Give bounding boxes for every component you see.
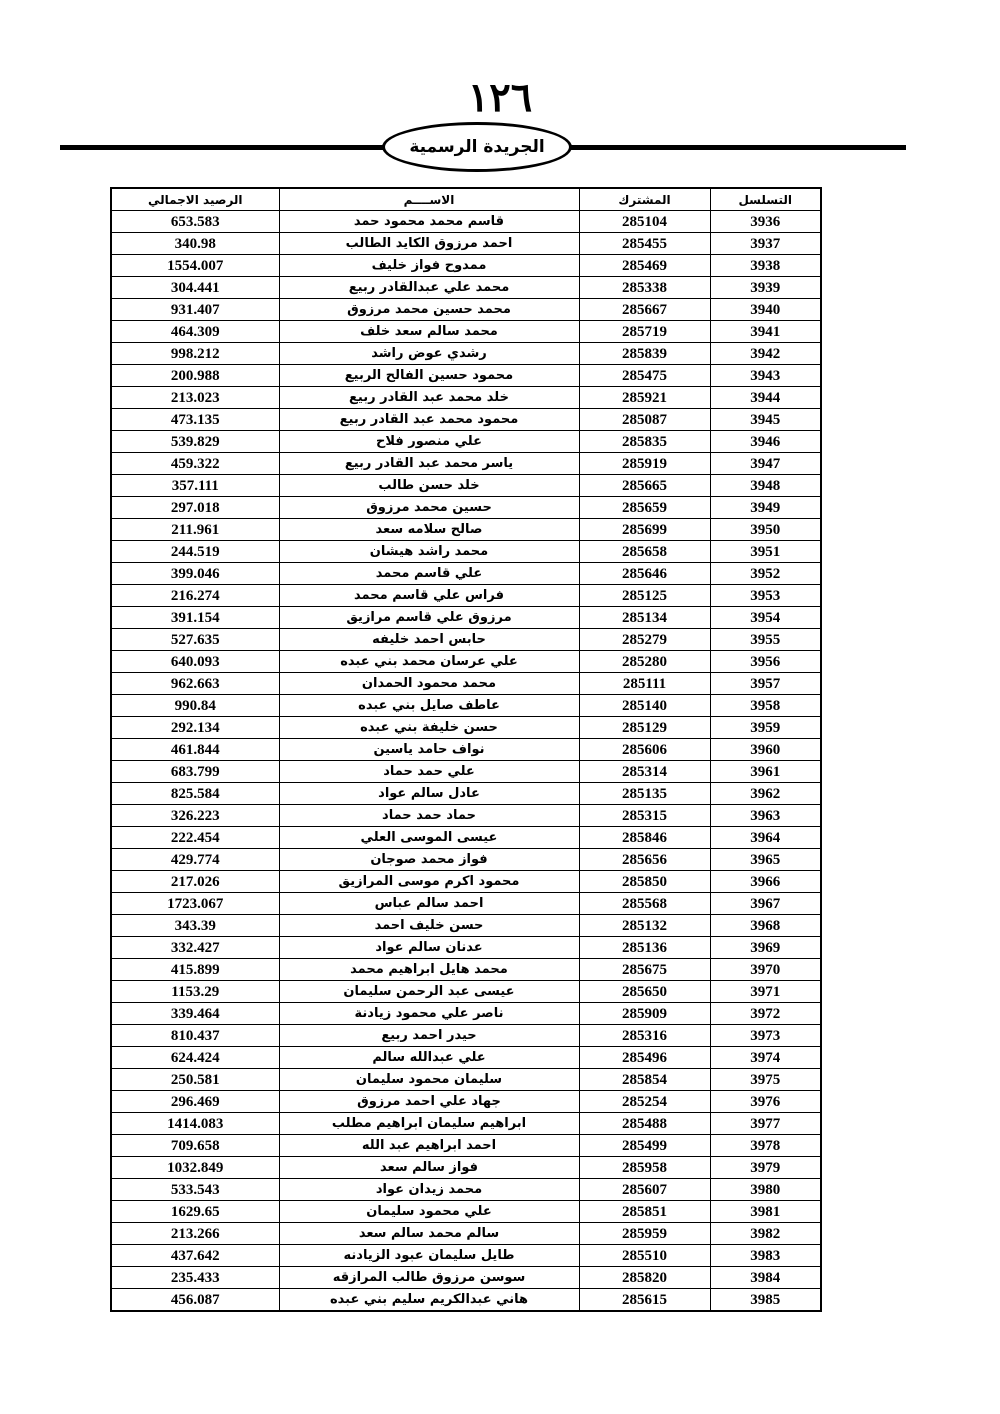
serial-cell: 3960 [710, 739, 821, 761]
subscriber-cell: 285959 [579, 1223, 710, 1245]
name-cell: علي قاسم محمد [279, 563, 579, 585]
table-row [111, 1091, 821, 1113]
name-cell: فراس علي قاسم محمد [279, 585, 579, 607]
serial-cell: 3946 [710, 431, 821, 453]
serial-cell: 3968 [710, 915, 821, 937]
table-row [111, 607, 821, 629]
subscriber-cell: 285854 [579, 1069, 710, 1091]
serial-cell: 3942 [710, 343, 821, 365]
serial-cell: 3961 [710, 761, 821, 783]
balance-cell: 810.437 [111, 1025, 279, 1047]
serial-cell: 3949 [710, 497, 821, 519]
subscriber-cell: 285279 [579, 629, 710, 651]
name-cell: عادل سالم عواد [279, 783, 579, 805]
balance-cell: 461.844 [111, 739, 279, 761]
balance-cell: 683.799 [111, 761, 279, 783]
name-cell: مرزوق علي قاسم مرازيق [279, 607, 579, 629]
table-row [111, 1069, 821, 1091]
balance-cell: 1723.067 [111, 893, 279, 915]
balance-cell: 464.309 [111, 321, 279, 343]
name-cell: علي منصور فلاح [279, 431, 579, 453]
subscriber-cell: 285129 [579, 717, 710, 739]
table-row [111, 431, 821, 453]
table-row [111, 695, 821, 717]
subscriber-cell: 285475 [579, 365, 710, 387]
serial-cell: 3967 [710, 893, 821, 915]
subscriber-cell: 285921 [579, 387, 710, 409]
name-cell: ناصر علي محمود زيادنة [279, 1003, 579, 1025]
subscriber-cell: 285658 [579, 541, 710, 563]
balance-cell: 456.087 [111, 1289, 279, 1312]
table-row [111, 211, 821, 233]
table-row [111, 233, 821, 255]
gazette-title-oval [382, 122, 572, 172]
table-row [111, 1267, 821, 1289]
subscriber-cell: 285469 [579, 255, 710, 277]
serial-cell: 3954 [710, 607, 821, 629]
balance-cell: 200.988 [111, 365, 279, 387]
table-row [111, 299, 821, 321]
subscriber-cell: 285606 [579, 739, 710, 761]
serial-cell: 3964 [710, 827, 821, 849]
table-row [111, 1003, 821, 1025]
table-row [111, 321, 821, 343]
name-cell: عاطف صايل بني عبده [279, 695, 579, 717]
serial-cell: 3985 [710, 1289, 821, 1312]
serial-cell: 3981 [710, 1201, 821, 1223]
table-row [111, 1047, 821, 1069]
name-cell: حيدر احمد ربيع [279, 1025, 579, 1047]
name-cell: علي حمد حماد [279, 761, 579, 783]
subscriber-cell: 285667 [579, 299, 710, 321]
serial-cell: 3977 [710, 1113, 821, 1135]
table-row [111, 519, 821, 541]
table-row [111, 277, 821, 299]
subscriber-cell: 285656 [579, 849, 710, 871]
serial-cell: 3959 [710, 717, 821, 739]
table-row [111, 915, 821, 937]
name-cell: محمود حسين الفالح الربيع [279, 365, 579, 387]
subscriber-cell: 285846 [579, 827, 710, 849]
serial-cell: 3948 [710, 475, 821, 497]
name-cell: قاسم محمد محمود حمد [279, 211, 579, 233]
table-row [111, 981, 821, 1003]
balance-cell: 1032.849 [111, 1157, 279, 1179]
name-cell: محمد هايل ابراهيم محمد [279, 959, 579, 981]
subscriber-cell: 285646 [579, 563, 710, 585]
name-cell: عدنان سالم عواد [279, 937, 579, 959]
name-cell: محمد سالم سعد خلف [279, 321, 579, 343]
table-row [111, 453, 821, 475]
balance-cell: 998.212 [111, 343, 279, 365]
serial-cell: 3950 [710, 519, 821, 541]
subscribers-table [110, 187, 822, 1312]
subscriber-cell: 285315 [579, 805, 710, 827]
balance-cell: 527.635 [111, 629, 279, 651]
balance-cell: 343.39 [111, 915, 279, 937]
serial-cell: 3943 [710, 365, 821, 387]
name-cell: عيسى عبد الرحمن سليمان [279, 981, 579, 1003]
name-cell: محمد زيدان عواد [279, 1179, 579, 1201]
serial-cell: 3983 [710, 1245, 821, 1267]
table-row [111, 959, 821, 981]
name-cell: حابس احمد خليفه [279, 629, 579, 651]
balance-cell: 244.519 [111, 541, 279, 563]
name-cell: ممدوح فواز خليف [279, 255, 579, 277]
name-cell: محمود محمد عبد القادر ربيع [279, 409, 579, 431]
name-cell: حماد حمد حماد [279, 805, 579, 827]
page-number: ١٢٦ [467, 74, 533, 121]
table-row [111, 871, 821, 893]
balance-cell: 297.018 [111, 497, 279, 519]
name-cell: سوسن مرزوق طالب المرازقه [279, 1267, 579, 1289]
column-header-serial: التسلسل [710, 188, 821, 211]
table-row [111, 739, 821, 761]
balance-cell: 459.322 [111, 453, 279, 475]
serial-cell: 3941 [710, 321, 821, 343]
table-row [111, 629, 821, 651]
name-cell: حسن خليف احمد [279, 915, 579, 937]
balance-cell: 213.266 [111, 1223, 279, 1245]
serial-cell: 3979 [710, 1157, 821, 1179]
balance-cell: 250.581 [111, 1069, 279, 1091]
serial-cell: 3951 [710, 541, 821, 563]
balance-cell: 340.98 [111, 233, 279, 255]
serial-cell: 3953 [710, 585, 821, 607]
table-row [111, 849, 821, 871]
serial-cell: 3962 [710, 783, 821, 805]
column-header-name: الاســــم [279, 188, 579, 211]
serial-cell: 3957 [710, 673, 821, 695]
subscriber-cell: 285136 [579, 937, 710, 959]
table-row [111, 1245, 821, 1267]
table-row [111, 827, 821, 849]
balance-cell: 1629.65 [111, 1201, 279, 1223]
gazette-title: الجريدة الرسمية [409, 137, 545, 157]
name-cell: علي عبدالله سالم [279, 1047, 579, 1069]
subscriber-cell: 285719 [579, 321, 710, 343]
serial-cell: 3971 [710, 981, 821, 1003]
subscriber-cell: 285125 [579, 585, 710, 607]
serial-cell: 3963 [710, 805, 821, 827]
serial-cell: 3955 [710, 629, 821, 651]
subscriber-cell: 285134 [579, 607, 710, 629]
subscriber-cell: 285488 [579, 1113, 710, 1135]
name-cell: خلد محمد عبد القادر ربيع [279, 387, 579, 409]
subscriber-cell: 285665 [579, 475, 710, 497]
balance-cell: 473.135 [111, 409, 279, 431]
subscriber-cell: 285254 [579, 1091, 710, 1113]
serial-cell: 3944 [710, 387, 821, 409]
balance-cell: 332.427 [111, 937, 279, 959]
serial-cell: 3980 [710, 1179, 821, 1201]
name-cell: ياسر محمد عبد القادر ربيع [279, 453, 579, 475]
serial-cell: 3973 [710, 1025, 821, 1047]
balance-cell: 931.407 [111, 299, 279, 321]
name-cell: حسن خليفة بني عبده [279, 717, 579, 739]
table-row [111, 673, 821, 695]
table-row [111, 365, 821, 387]
balance-cell: 391.154 [111, 607, 279, 629]
table-row [111, 1179, 821, 1201]
balance-cell: 709.658 [111, 1135, 279, 1157]
serial-cell: 3939 [710, 277, 821, 299]
name-cell: محمد محمود الحمدان [279, 673, 579, 695]
table-row [111, 1289, 821, 1312]
balance-cell: 213.023 [111, 387, 279, 409]
subscriber-cell: 285455 [579, 233, 710, 255]
balance-cell: 339.464 [111, 1003, 279, 1025]
balance-cell: 292.134 [111, 717, 279, 739]
subscriber-cell: 285909 [579, 1003, 710, 1025]
serial-cell: 3984 [710, 1267, 821, 1289]
table-row [111, 761, 821, 783]
serial-cell: 3975 [710, 1069, 821, 1091]
table-row [111, 937, 821, 959]
table-row [111, 497, 821, 519]
subscriber-cell: 285568 [579, 893, 710, 915]
serial-cell: 3982 [710, 1223, 821, 1245]
name-cell: نواف حامد ياسين [279, 739, 579, 761]
subscriber-cell: 285699 [579, 519, 710, 541]
balance-cell: 222.454 [111, 827, 279, 849]
balance-cell: 216.274 [111, 585, 279, 607]
balance-cell: 235.433 [111, 1267, 279, 1289]
subscriber-cell: 285280 [579, 651, 710, 673]
subscriber-cell: 285958 [579, 1157, 710, 1179]
subscriber-cell: 285132 [579, 915, 710, 937]
table-row [111, 805, 821, 827]
subscriber-cell: 285650 [579, 981, 710, 1003]
subscriber-cell: 285820 [579, 1267, 710, 1289]
serial-cell: 3970 [710, 959, 821, 981]
balance-cell: 357.111 [111, 475, 279, 497]
subscriber-cell: 285087 [579, 409, 710, 431]
name-cell: محمود اكرم موسى المرازيق [279, 871, 579, 893]
table-row [111, 409, 821, 431]
table-row [111, 651, 821, 673]
table-row [111, 563, 821, 585]
serial-cell: 3966 [710, 871, 821, 893]
table-row [111, 343, 821, 365]
subscriber-cell: 285675 [579, 959, 710, 981]
name-cell: خلد حسن طالب [279, 475, 579, 497]
name-cell: محمد علي عبدالقادر ربيع [279, 277, 579, 299]
balance-cell: 1153.29 [111, 981, 279, 1003]
subscriber-cell: 285835 [579, 431, 710, 453]
subscriber-cell: 285499 [579, 1135, 710, 1157]
balance-cell: 415.899 [111, 959, 279, 981]
table-row [111, 893, 821, 915]
name-cell: احمد ابراهيم عبد الله [279, 1135, 579, 1157]
subscriber-cell: 285140 [579, 695, 710, 717]
balance-cell: 304.441 [111, 277, 279, 299]
serial-cell: 3937 [710, 233, 821, 255]
balance-cell: 326.223 [111, 805, 279, 827]
table-row [111, 1223, 821, 1245]
name-cell: رشدي عوض راشد [279, 343, 579, 365]
table-row [111, 1135, 821, 1157]
balance-cell: 533.543 [111, 1179, 279, 1201]
table-row [111, 475, 821, 497]
name-cell: احمد مرزوق الكايد الطالب [279, 233, 579, 255]
table-row [111, 387, 821, 409]
serial-cell: 3958 [710, 695, 821, 717]
name-cell: هاني عبدالكريم سليم بني عبده [279, 1289, 579, 1312]
subscriber-cell: 285615 [579, 1289, 710, 1312]
serial-cell: 3952 [710, 563, 821, 585]
name-cell: فواز سالم سعد [279, 1157, 579, 1179]
serial-cell: 3974 [710, 1047, 821, 1069]
subscriber-cell: 285659 [579, 497, 710, 519]
serial-cell: 3940 [710, 299, 821, 321]
balance-cell: 1414.083 [111, 1113, 279, 1135]
serial-cell: 3938 [710, 255, 821, 277]
name-cell: صالح سلامه سعد [279, 519, 579, 541]
subscriber-cell: 285316 [579, 1025, 710, 1047]
balance-cell: 296.469 [111, 1091, 279, 1113]
table-row [111, 783, 821, 805]
table-row [111, 1025, 821, 1047]
subscriber-cell: 285850 [579, 871, 710, 893]
table-body [111, 211, 821, 1312]
name-cell: عيسى الموسى العلي [279, 827, 579, 849]
name-cell: محمد راشد هيشان [279, 541, 579, 563]
balance-cell: 211.961 [111, 519, 279, 541]
balance-cell: 539.829 [111, 431, 279, 453]
serial-cell: 3945 [710, 409, 821, 431]
subscriber-cell: 285496 [579, 1047, 710, 1069]
subscriber-cell: 285104 [579, 211, 710, 233]
name-cell: سالم محمد سالم سعد [279, 1223, 579, 1245]
name-cell: محمد حسين محمد مرزوق [279, 299, 579, 321]
name-cell: سليمان محمود سليمان [279, 1069, 579, 1091]
balance-cell: 653.583 [111, 211, 279, 233]
name-cell: جهاد علي احمد مرزوق [279, 1091, 579, 1113]
subscriber-cell: 285851 [579, 1201, 710, 1223]
serial-cell: 3965 [710, 849, 821, 871]
name-cell: حسين محمد مرزوق [279, 497, 579, 519]
table-row [111, 255, 821, 277]
column-header-subscriber: المشترك [579, 188, 710, 211]
subscriber-cell: 285839 [579, 343, 710, 365]
subscriber-cell: 285919 [579, 453, 710, 475]
table-header-row [111, 188, 821, 211]
serial-cell: 3976 [710, 1091, 821, 1113]
balance-cell: 1554.007 [111, 255, 279, 277]
subscriber-cell: 285314 [579, 761, 710, 783]
balance-cell: 962.663 [111, 673, 279, 695]
balance-cell: 624.424 [111, 1047, 279, 1069]
balance-cell: 429.774 [111, 849, 279, 871]
table-row [111, 541, 821, 563]
table-row [111, 585, 821, 607]
table-row [111, 717, 821, 739]
subscriber-cell: 285111 [579, 673, 710, 695]
balance-cell: 437.642 [111, 1245, 279, 1267]
serial-cell: 3947 [710, 453, 821, 475]
name-cell: علي محمود سليمان [279, 1201, 579, 1223]
serial-cell: 3972 [710, 1003, 821, 1025]
subscriber-cell: 285338 [579, 277, 710, 299]
name-cell: ابراهيم سليمان ابراهيم مطلب [279, 1113, 579, 1135]
serial-cell: 3936 [710, 211, 821, 233]
serial-cell: 3969 [710, 937, 821, 959]
balance-cell: 990.84 [111, 695, 279, 717]
balance-cell: 640.093 [111, 651, 279, 673]
balance-cell: 217.026 [111, 871, 279, 893]
subscriber-cell: 285510 [579, 1245, 710, 1267]
balance-cell: 399.046 [111, 563, 279, 585]
serial-cell: 3956 [710, 651, 821, 673]
name-cell: علي عرسان محمد بني عبده [279, 651, 579, 673]
name-cell: احمد سالم عباس [279, 893, 579, 915]
balance-cell: 825.584 [111, 783, 279, 805]
table-row [111, 1201, 821, 1223]
table-row [111, 1157, 821, 1179]
subscriber-cell: 285135 [579, 783, 710, 805]
name-cell: طايل سليمان عبود الزيادنه [279, 1245, 579, 1267]
name-cell: فواز محمد صوجان [279, 849, 579, 871]
subscriber-cell: 285607 [579, 1179, 710, 1201]
serial-cell: 3978 [710, 1135, 821, 1157]
table-row [111, 1113, 821, 1135]
column-header-balance: الرصيد الاجمالي [111, 188, 279, 211]
